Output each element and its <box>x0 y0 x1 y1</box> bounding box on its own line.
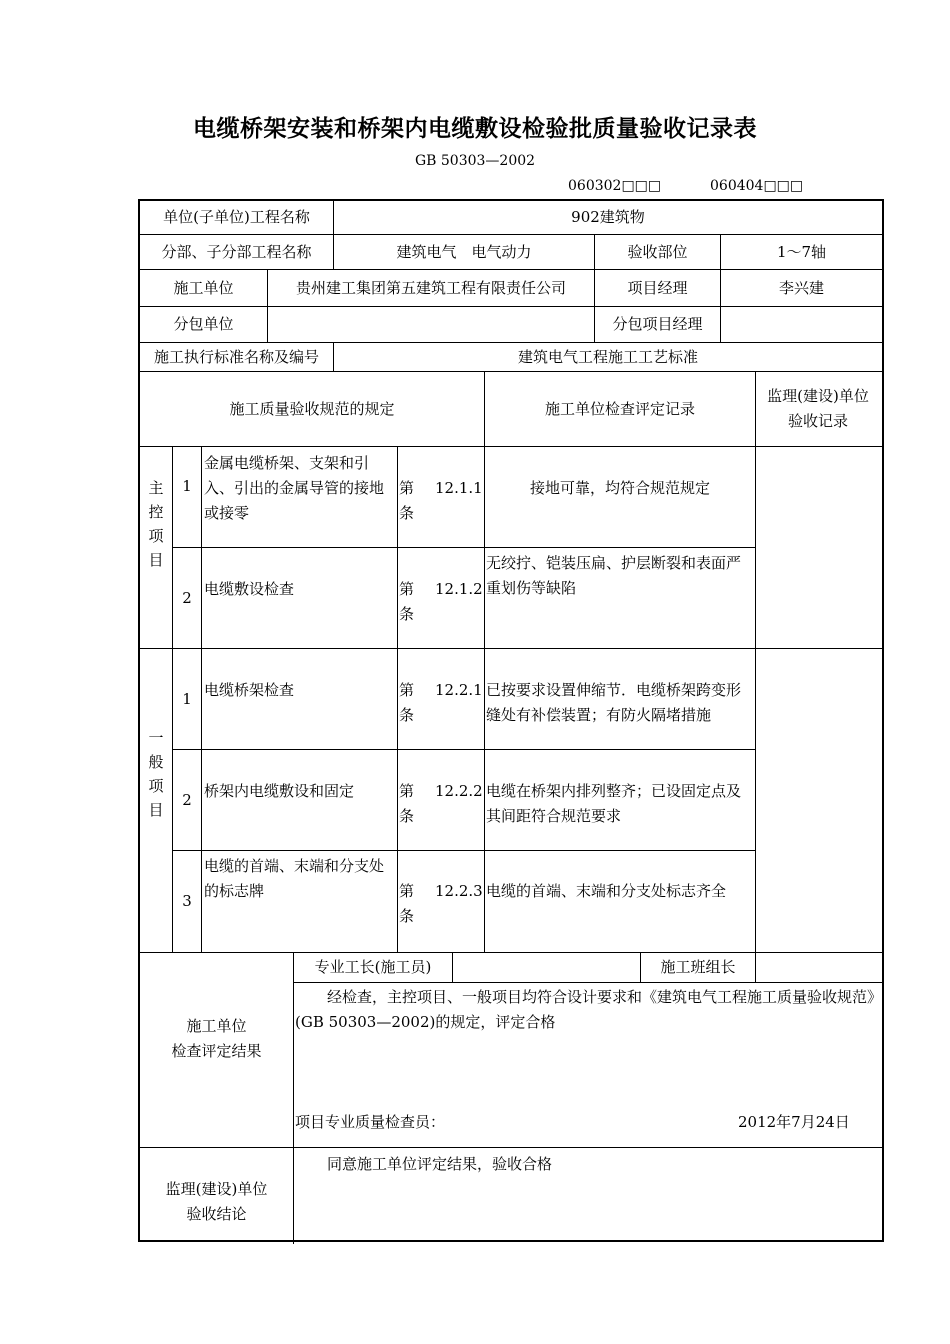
sub-pm-label: 分包项目经理 <box>612 315 703 333</box>
division-label: 分部、子分部工程名称 <box>161 242 312 261</box>
supervisor-conclusion-label: 监理(建设)单位 验收结论 <box>165 1180 268 1223</box>
col-spec-header: 施工质量验收规范的规定 <box>229 399 395 418</box>
main-item-2-no: 2 <box>182 588 192 607</box>
main-item-1-clause: 第 12.1.1 条 <box>399 479 483 522</box>
main-item-1-no: 1 <box>182 477 192 495</box>
contractor-value: 贵州建工集团第五建筑工程有限责任公司 <box>295 278 566 297</box>
standard-code: GB 50303—2002 <box>414 153 536 169</box>
general-item-1-desc: 电缆桥架检查 <box>204 681 295 699</box>
col-record-header: 施工单位检查评定记录 <box>544 399 695 418</box>
division-value: 建筑电气 电气动力 <box>396 242 532 261</box>
team-leader-label: 施工班组长 <box>660 958 736 976</box>
col-supervisor-header: 监理(建设)单位验收记录 <box>767 387 869 430</box>
main-item-2-desc: 电缆敷设检查 <box>204 580 295 598</box>
general-item-1-record: 已按要求设置伸缩节．电缆桥架跨变形缝处有补偿装置；有防火隔堵措施 <box>486 681 742 724</box>
foreman-value <box>453 953 640 982</box>
contractor-result-text: 经检查，主控项目、一般项目均符合设计要求和《建筑电气工程施工质量验收规范》(GB 50303—2002)的规定，评定合格 <box>295 988 875 1031</box>
inspector-label: 项目专业质量检查员： <box>295 1113 446 1131</box>
pm-label: 项目经理 <box>627 278 688 297</box>
general-item-1-no: 1 <box>182 689 192 708</box>
foreman-label: 专业工长(施工员) <box>314 958 432 976</box>
accept-part-label: 验收部位 <box>627 242 688 261</box>
general-item-2-record: 电缆在桥架内排列整齐；已设固定点及其间距符合规范要求 <box>486 782 742 825</box>
general-item-2-no: 2 <box>182 790 192 809</box>
sub-pm-value <box>721 307 882 342</box>
main-item-1-record: 接地可靠，均符合规范规定 <box>529 479 710 497</box>
unit-project-label: 单位(子单位)工程名称 <box>163 208 310 226</box>
contractor-result-label: 施工单位 检查评定结果 <box>171 1017 262 1060</box>
main-item-2-clause: 第 12.1.2 条 <box>399 580 483 623</box>
subcontractor-value <box>268 307 594 342</box>
subcontractor-label: 分包单位 <box>173 315 234 333</box>
contractor-label: 施工单位 <box>173 278 234 297</box>
exec-std-label: 施工执行标准名称及编号 <box>153 347 319 366</box>
pm-value: 李兴建 <box>778 278 824 297</box>
main-item-1-desc: 金属电缆桥架、支架和引入、引出的金属导管的接地或接零 <box>204 454 385 522</box>
main-group-label: 主 控 项 目 <box>148 479 164 569</box>
exec-std-value: 建筑电气工程施工工艺标准 <box>517 347 698 366</box>
general-item-2-clause: 第 12.2.2 条 <box>399 782 483 825</box>
team-leader-value <box>756 953 882 982</box>
general-item-1-clause: 第 12.2.1 条 <box>399 681 483 724</box>
general-group-label: 一 般 项 目 <box>148 729 164 819</box>
general-item-2-desc: 桥架内电缆敷设和固定 <box>204 782 355 800</box>
general-item-3-clause: 第 12.2.3 条 <box>399 882 483 925</box>
main-item-2-record: 无绞拧、铠装压扁、护层断裂和表面严重划伤等缺陷 <box>486 554 742 597</box>
general-item-3-desc: 电缆的首端、末端和分支处的标志牌 <box>204 857 385 900</box>
general-item-3-no: 3 <box>182 892 192 910</box>
accept-part-value: 1～7轴 <box>776 242 827 261</box>
record-table <box>138 199 884 1242</box>
inspection-code-2: 060404□□□ <box>710 178 804 194</box>
inspection-date: 2012年7月24日 <box>738 1113 850 1131</box>
unit-project-value: 902建筑物 <box>571 208 645 226</box>
page-title: 电缆桥架安装和桥架内电缆敷设检验批质量验收记录表 <box>193 116 757 142</box>
inspection-code-1: 060302□□□ <box>568 178 662 194</box>
supervisor-conclusion-text: 同意施工单位评定结果，验收合格 <box>327 1155 553 1173</box>
general-item-3-record: 电缆的首端、末端和分支处标志齐全 <box>486 882 727 900</box>
